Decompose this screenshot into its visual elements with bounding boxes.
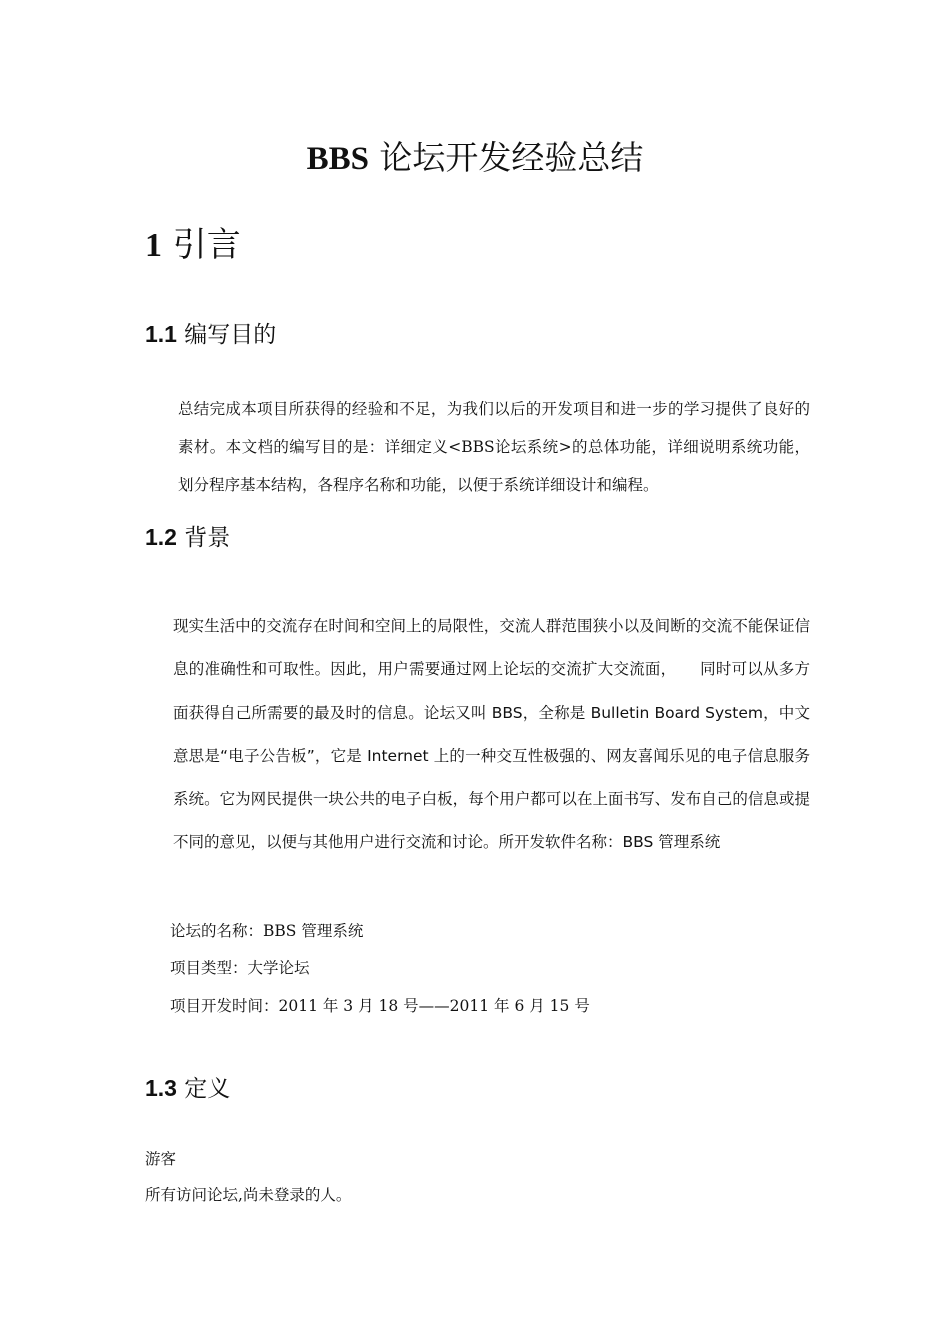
section-heading-1-2 [145, 521, 230, 554]
section-number: 1.3 [145, 1075, 177, 1101]
chapter-title: 引言 [162, 225, 241, 265]
section-heading-1-3 [145, 1072, 230, 1105]
project-type-line: 项目类型：大学论坛 [170, 959, 310, 977]
chapter-heading [145, 222, 241, 269]
section-title: 定义 [176, 1076, 231, 1102]
section-title: 编写目的 [176, 322, 277, 348]
document-title-text: 论坛开发经验总结 [368, 138, 644, 177]
forum-name-line: 论坛的名称：BBS 管理系统 [170, 922, 364, 940]
section-title: 背景 [176, 525, 231, 551]
document-title [0, 136, 950, 181]
section-1-1-paragraph: 总结完成本项目所获得的经验和不足，为我们以后的开发项目和进一步的学习提供了良好的素材。本文档的编写目的是：详细定义<BBS论坛系统>的总体功能，详细说明系统功能，划分程序基本结构，各程序名称和功能，以便于系统详细设计和编程。 [178, 400, 810, 494]
dev-time-line: 项目开发时间：2011 年 3 月 18 号——2011 年 6 月 15 号 [170, 997, 590, 1015]
section-1-2-paragraph: 现实生活中的交流存在时间和空间上的局限性，交流人群范围狭小以及间断的交流不能保证信息的准确性和可取性。因此，用户需要通过网上论坛的交流扩大交流面， 同时可以从多方面获得自己所需要的最及时的信息。论坛又叫 BBS，全称是 Bulletin Board System，中文意思是“电子公告板”，它是 Internet 上的一种交互性极强的、网友喜闻乐见的电子信息服务系统。它为网民提供一块公共的电子白板，每个用户都可以在上面书写、发布自己的信息或提不同的意见，以便与其他用户进行交流和讨论。所开发软件名称：BBS 管理系统 [173, 617, 810, 852]
section-heading-1-1 [145, 318, 276, 351]
section-number: 1.2 [145, 524, 177, 550]
document-title-latin: BBS [306, 141, 369, 177]
chapter-number: 1 [145, 227, 162, 264]
definition-term: 游客 [145, 1150, 177, 1168]
section-number: 1.1 [145, 321, 177, 347]
definition-description: 所有访问论坛,尚未登录的人。 [145, 1186, 352, 1204]
